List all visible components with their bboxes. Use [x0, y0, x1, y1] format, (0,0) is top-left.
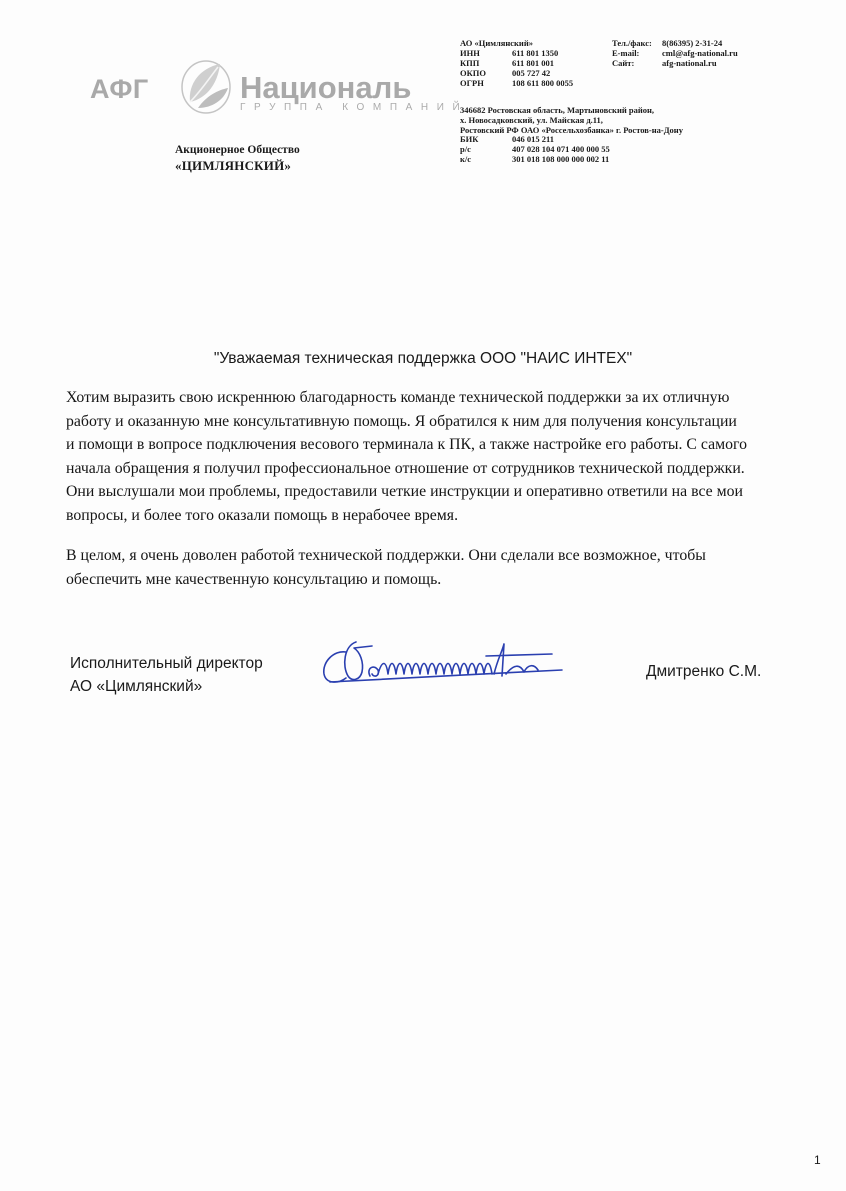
address-line: 346682 Ростовская область, Мартыновский район, [460, 105, 655, 115]
paragraph-line: Они выслушали мои проблемы, предоставили четкие инструкции и оперативно ответили на все мои [66, 483, 743, 500]
requisite-key: ИНН [460, 48, 480, 58]
requisite-row [460, 48, 573, 58]
paragraph-line: В целом, я очень доволен работой технической поддержки. Они сделали все возможное, чтобы [66, 547, 706, 564]
signer-title [70, 652, 263, 698]
address-line: Ростовский РФ ОАО «Россельхозбанка» г. Ростов-на-Дону [460, 125, 683, 135]
bank-key: к/с [460, 154, 472, 164]
letter-greeting: "Уважаемая техническая поддержка ООО "НАИС ИНТЕХ" [213, 350, 633, 367]
paragraph-line: обеспечить мне качественную консультацию и помощь. [66, 570, 442, 588]
requisite-row [460, 68, 573, 78]
bank-value: 046 015 211 [512, 134, 555, 144]
requisites-contacts [612, 38, 738, 68]
requisites-org: АО «Цимлянский» [460, 38, 533, 48]
requisite-row [460, 78, 573, 88]
requisite-key: ОГРН [460, 78, 484, 88]
company-type: Акционерное Общество [175, 144, 300, 156]
bank-row [460, 134, 610, 144]
logo-afg-text: АФГ [90, 74, 149, 104]
contact-key: Сайт: [612, 58, 635, 68]
afg-national-logo [88, 52, 469, 122]
contact-email: cml@afg-national.ru [662, 48, 738, 58]
contact-row [612, 58, 738, 68]
bank-value: 407 028 104 071 400 000 55 [512, 144, 610, 154]
page-number: 1 [814, 1153, 821, 1167]
bank-value: 301 018 108 000 000 002 11 [512, 154, 610, 164]
requisite-value: 005 727 42 [512, 68, 551, 78]
logo-tagline: ГРУППА КОМПАНИЙ [240, 102, 469, 113]
requisite-value: 611 801 001 [512, 58, 555, 68]
company-name: «ЦИМЛЯНСКИЙ» [175, 158, 292, 173]
bank-row [460, 154, 610, 164]
requisite-row [460, 58, 573, 68]
bank-key: БИК [460, 134, 479, 144]
paragraph-line: и помощи в вопросе подключения весового терминала к ПК, а также настройке его работы. С самого [66, 436, 748, 453]
logo-natsional-text: Националь [240, 70, 412, 105]
handwritten-signature [316, 630, 566, 700]
contact-website: afg-national.ru [662, 58, 717, 68]
contact-key: Тел./факс: [612, 38, 652, 48]
address-line: х. Новосадковский, ул. Майская д.11, [460, 115, 603, 125]
requisite-key: ОКПО [460, 68, 486, 78]
paragraph-line: вопросы, и более того оказали помощь в нерабочее время. [66, 506, 459, 524]
requisite-key: КПП [460, 58, 480, 68]
bank-key: р/с [460, 144, 471, 154]
signer-name: Дмитренко С.М. [646, 663, 762, 680]
contact-key: E-mail: [612, 48, 640, 58]
letter-paragraph-2 [66, 544, 806, 591]
leaf-logo-icon [176, 56, 236, 118]
requisites-ids [460, 38, 573, 88]
paragraph-line: Хотим выразить свою искреннюю благодарность команде технической поддержки за их отличную [66, 389, 730, 406]
contact-row [612, 48, 738, 58]
paragraph-line: начала обращения я получил профессиональное отношение от сотрудников технической поддержки. [66, 459, 745, 477]
requisite-value: 108 611 800 0055 [512, 78, 574, 88]
paragraph-line: работу и оказанную мне консультативную помощь. Я обратился к ним для получения консультации [66, 412, 737, 430]
signer-title-line: АО «Цимлянский» [70, 678, 203, 695]
letter-paragraph-1 [66, 386, 806, 527]
contact-phone: 8(86395) 2-31-24 [662, 38, 723, 48]
requisite-value: 611 801 1350 [512, 48, 559, 58]
requisites-address [460, 105, 683, 135]
contact-row [612, 38, 738, 48]
bank-row [460, 144, 610, 154]
signer-title-line: Исполнительный директор [70, 655, 263, 672]
requisites-bank [460, 134, 610, 164]
